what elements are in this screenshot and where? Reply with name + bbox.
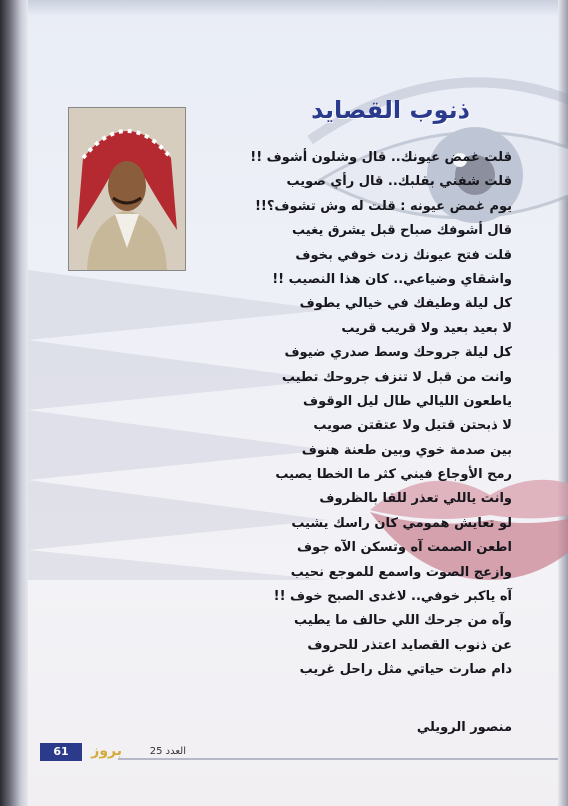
issue-label: العدد 25 <box>149 746 186 757</box>
poem-line: آه ياكبر خوفي.. لاغدى الصبح خوف !! <box>273 589 512 605</box>
poem-line: قلت غمض عيونك.. قال وشلون أشوف !! <box>250 150 512 165</box>
magazine-logo: بروز <box>91 743 122 759</box>
poem-line: يوم غمض عيونه : قلت له وش تشوف؟!! <box>255 198 512 214</box>
page-number: 61 <box>40 743 82 761</box>
poem-title: ذنوب القصايد <box>311 96 470 124</box>
poem-line: واشقاي وضياعي.. كان هذا النصيب !! <box>272 271 512 287</box>
poem-text <box>140 146 512 716</box>
poem-line: قال أشوفك صباح قبل يشرق يغيب <box>292 223 512 239</box>
poem-line: كل ليلة وطيفك في خيالي يطوف <box>299 296 512 312</box>
poem-line: وآه من جرحك اللي حالف ما يطيب <box>294 613 512 629</box>
poem-line: عن ذنوب القصايد اعتذر للحروف <box>307 637 512 653</box>
poem-line: قلت شفني بقلبك.. قال رأي صويب <box>286 174 512 190</box>
poem-line: وانت ياللي تعذر للقا بالظروف <box>319 491 512 507</box>
page-footer <box>40 740 540 766</box>
poem-line: ياطعون الليالي طال ليل الوقوف <box>302 393 512 409</box>
poem-line: وازعج الصوت واسمع للموجع نحيب <box>290 564 512 580</box>
poem-line: لا ذبحتن قتيل ولا عتقتن صويب <box>313 418 512 434</box>
poem-line: اطعن الصمت آه وتسكن الآه جوف <box>296 540 512 556</box>
poet-name: منصور الرويلي <box>416 720 512 735</box>
poem-line: قلت فتح عيونك زدت خوفي بخوف <box>295 247 512 263</box>
poem-line: بين صدمة خوي وبين طعنة هنوف <box>301 442 512 458</box>
poem-line: رمح الأوجاع فيني كثر ما الخطا يصيب <box>275 467 512 483</box>
poem-line: لو تعايش همومي كان راسك يشيب <box>291 515 512 531</box>
binding-spine <box>0 0 28 806</box>
poem-line: وانت من قبل لا تنزف جروحك تطيب <box>281 369 512 385</box>
poem-line: كل ليلة جروحك وسط صدري ضيوف <box>284 345 512 361</box>
top-band <box>28 0 568 16</box>
poem-line: لا بعيد بعيد ولا قريب قريب <box>341 320 512 336</box>
poem-line: دام صارت حياتي مثل راحل غريب <box>299 662 512 678</box>
